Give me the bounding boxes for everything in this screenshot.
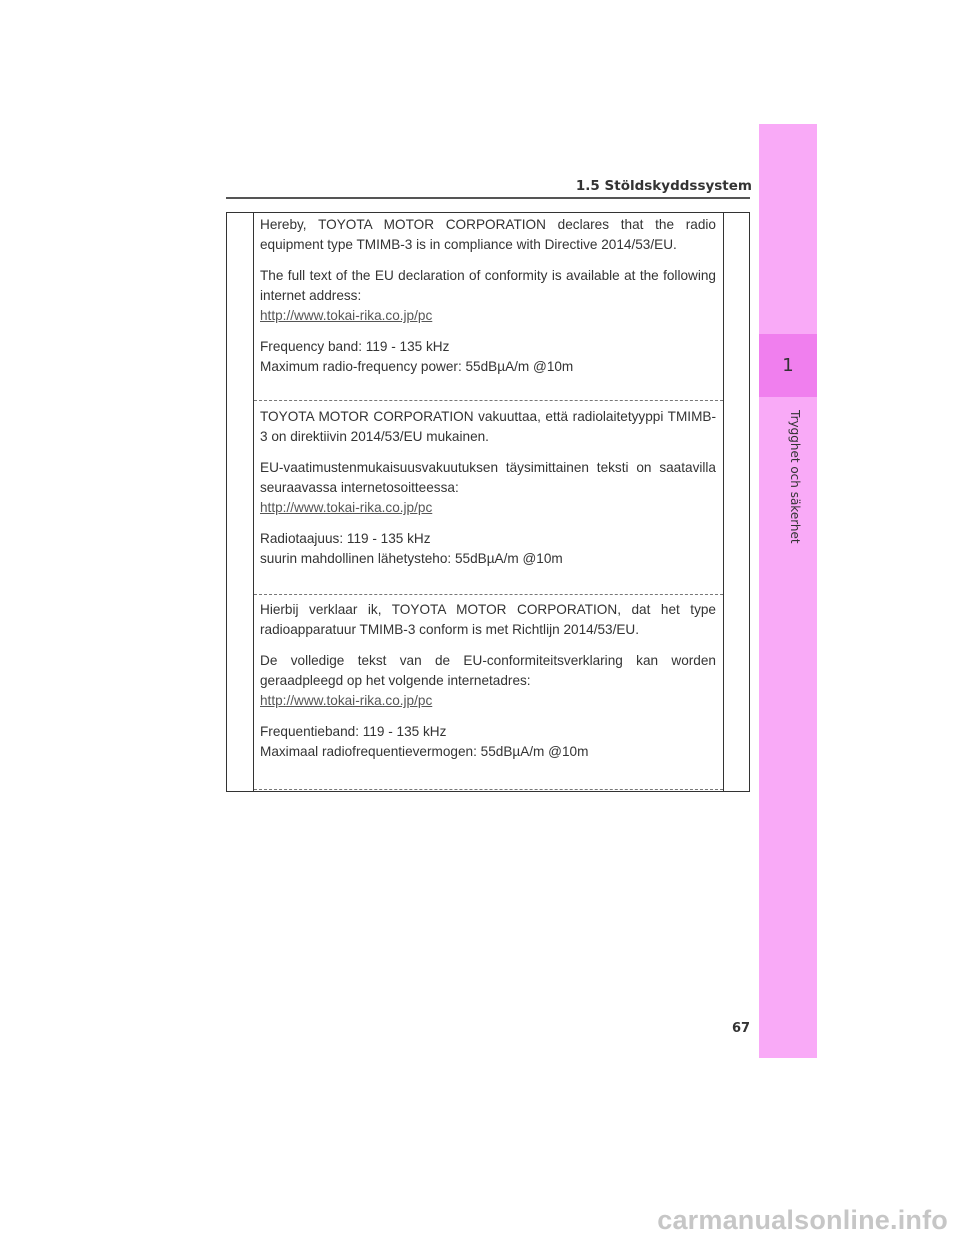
page-number: 67	[732, 1021, 751, 1036]
declaration-statement: Hereby, TOYOTA MOTOR CORPORATION declares that the radio equipment type TMIMB-3 is in compliance with Directive 2014/53/EU.	[260, 217, 716, 252]
section-separator	[254, 400, 723, 401]
frequency-band: Radiotaajuus: 119 - 135 kHz	[260, 531, 431, 546]
declaration-availability: De volledige tekst van de EU-conformiteitsverklaring kan worden geraadpleegd op het volgende internetadres:	[260, 653, 716, 688]
declaration-availability: The full text of the EU declaration of conformity is available at the following internet address:	[260, 268, 716, 303]
max-power: Maximaal radiofrequentievermogen: 55dBµA/m @10m	[260, 744, 589, 759]
declaration-section-en	[260, 215, 716, 377]
declaration-section-nl	[260, 600, 716, 762]
chapter-number-badge	[759, 334, 817, 397]
section-header-title: 1.5 Stöldskyddssystem	[575, 178, 752, 194]
declaration-link[interactable]: http://www.tokai-rika.co.jp/pc	[260, 500, 433, 515]
frequency-band: Frequency band: 119 - 135 kHz	[260, 339, 450, 354]
declaration-link[interactable]: http://www.tokai-rika.co.jp/pc	[260, 693, 433, 708]
watermark: carmanualsonline.info	[657, 1205, 948, 1235]
declaration-statement: Hierbij verklaar ik, TOYOTA MOTOR CORPORATION, dat het type radioapparatuur TMIMB-3 conform is met Richtlijn 2014/53/EU.	[260, 602, 716, 637]
chapter-title-vertical: Trygghet och säkerhet	[788, 410, 802, 544]
frequency-band: Frequentieband: 119 - 135 kHz	[260, 724, 447, 739]
max-power: suurin mahdollinen lähetysteho: 55dBµA/m @10m	[260, 551, 563, 566]
declaration-statement: TOYOTA MOTOR CORPORATION vakuuttaa, että radiolaitetyyppi TMIMB-3 on direktiivin 2014/53/EU mukainen.	[260, 409, 716, 444]
header-divider	[226, 197, 750, 199]
chapter-number: 1	[782, 355, 794, 376]
section-separator	[254, 594, 723, 595]
declaration-section-fi	[260, 407, 716, 569]
chapter-side-tab	[759, 124, 817, 1058]
declaration-availability: EU-vaatimustenmukaisuusvakuutuksen täysimittainen teksti on saatavilla seuraavassa internetosoitteessa:	[260, 460, 716, 495]
max-power: Maximum radio-frequency power: 55dBµA/m @10m	[260, 359, 574, 374]
section-separator	[254, 789, 723, 790]
declaration-link[interactable]: http://www.tokai-rika.co.jp/pc	[260, 308, 433, 323]
